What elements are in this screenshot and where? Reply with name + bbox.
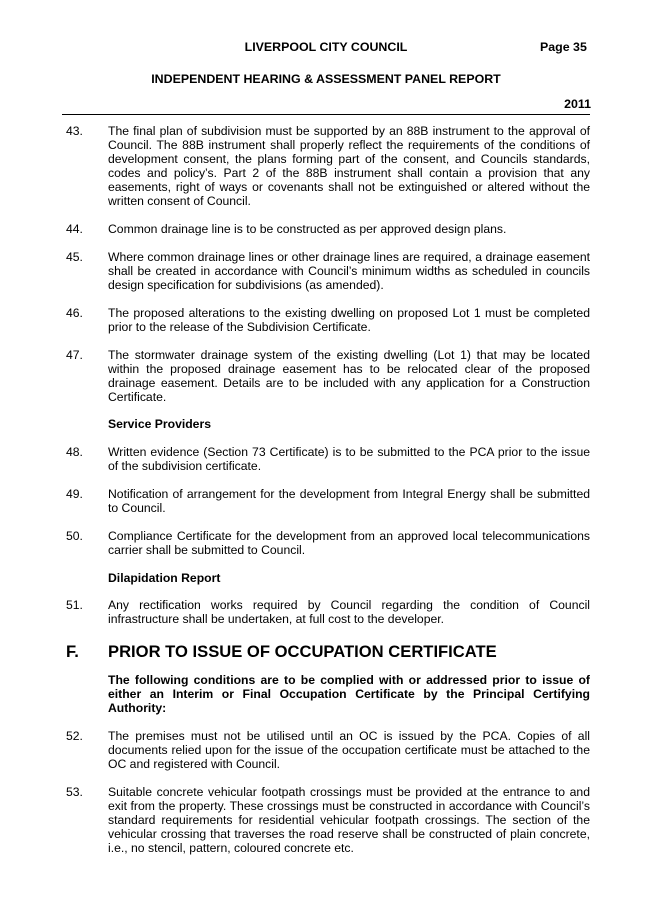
condition-text: The stormwater drainage system of the existing dwelling (Lot 1) that may be located within the proposed drainage easement has to be relocated clear of the proposed drainage easement. Details are to be included with any application for a Construction Certificate. bbox=[108, 347, 590, 404]
section-heading-f bbox=[66, 640, 590, 661]
condition-number: 47. bbox=[66, 347, 83, 362]
condition-item bbox=[66, 729, 590, 771]
section-title: PRIOR TO ISSUE OF OCCUPATION CERTIFICATE bbox=[108, 641, 497, 661]
condition-text: Any rectification works required by Council regarding the condition of Council infrastructure shall be undertaken, at full cost to the developer. bbox=[108, 598, 590, 627]
condition-text: The proposed alterations to the existing dwelling on proposed Lot 1 must be completed prior to the release of the Subdivision Certificate. bbox=[108, 305, 590, 334]
condition-text: Compliance Certificate for the development from an approved local telecommunications carrier shall be submitted to Council. bbox=[108, 528, 590, 557]
condition-text: Common drainage line is to be constructed as per approved design plans. bbox=[108, 222, 507, 237]
condition-item bbox=[66, 785, 590, 855]
condition-number: 43. bbox=[66, 124, 83, 138]
section-intro: The following conditions are to be complied with or addressed prior to issue of either an Interim or Final Occupation Certificate by the Principal Certifying Authority: bbox=[108, 672, 590, 716]
condition-item bbox=[66, 250, 590, 292]
condition-item bbox=[66, 529, 590, 557]
condition-text: Written evidence (Section 73 Certificate) is to be submitted to the PCA prior to the issue of the subdivision certificate. bbox=[108, 445, 590, 474]
condition-text: Notification of arrangement for the development from Integral Energy shall be submitted to Council. bbox=[108, 486, 590, 516]
section-letter: F. bbox=[66, 641, 79, 661]
header-divider bbox=[62, 114, 590, 115]
condition-item bbox=[66, 222, 590, 236]
conditions-content bbox=[66, 124, 590, 869]
condition-number: 46. bbox=[66, 305, 83, 320]
condition-item bbox=[66, 487, 590, 515]
condition-text: Suitable concrete vehicular footpath crossings must be provided at the entrance to and exit from the property. These crossings must be constructed in accordance with Council’s standard requirements for residential vehicular footpath crossings. The section of the vehicular crossing that traverses the road reserve shall be constructed of plain concrete, i.e., no stencil, pattern, coloured concrete etc. bbox=[108, 784, 590, 856]
condition-text: The premises must not be utilised until an OC is issued by the PCA. Copies of all documents relied upon for the issue of the occupation certificate must be attached to the OC and registered with Council. bbox=[108, 728, 590, 772]
condition-item bbox=[66, 124, 590, 209]
condition-number: 52. bbox=[66, 728, 83, 743]
condition-item bbox=[66, 348, 590, 404]
condition-number: 50. bbox=[66, 528, 83, 543]
subheading-dilapidation-report: Dilapidation Report bbox=[108, 570, 221, 585]
condition-text: Where common drainage lines or other drainage lines are required, a drainage easement shall be created in accordance with Council’s minimum widths as scheduled in councils design specification for subdivisions (as amended). bbox=[108, 249, 590, 293]
condition-item bbox=[66, 445, 590, 473]
condition-number: 53. bbox=[66, 784, 83, 799]
condition-number: 51. bbox=[66, 598, 83, 613]
condition-item bbox=[66, 306, 590, 334]
condition-text: The final plan of subdivision must be supported by an 88B instrument to the approval of Council. The 88B instrument shall properly reflect the requirements of the conditions of development consent, the plans forming part of the consent, and Councils standards, codes and policy’s. Part 2 of the 88B instrument shall contain a provision that any easements, right of ways or covenants shall not be extinguished or altered without the written consent of Council. bbox=[108, 124, 590, 209]
condition-number: 44. bbox=[66, 222, 83, 237]
condition-number: 45. bbox=[66, 249, 83, 264]
report-year: 2011 bbox=[564, 97, 591, 111]
page-number: Page 35 bbox=[540, 40, 587, 54]
report-title-header: INDEPENDENT HEARING & ASSESSMENT PANEL REPORT bbox=[151, 72, 501, 86]
council-name-header: LIVERPOOL CITY COUNCIL bbox=[244, 40, 408, 54]
condition-item bbox=[66, 598, 590, 626]
condition-number: 48. bbox=[66, 445, 83, 460]
condition-number: 49. bbox=[66, 486, 83, 501]
subheading-service-providers: Service Providers bbox=[108, 417, 211, 432]
